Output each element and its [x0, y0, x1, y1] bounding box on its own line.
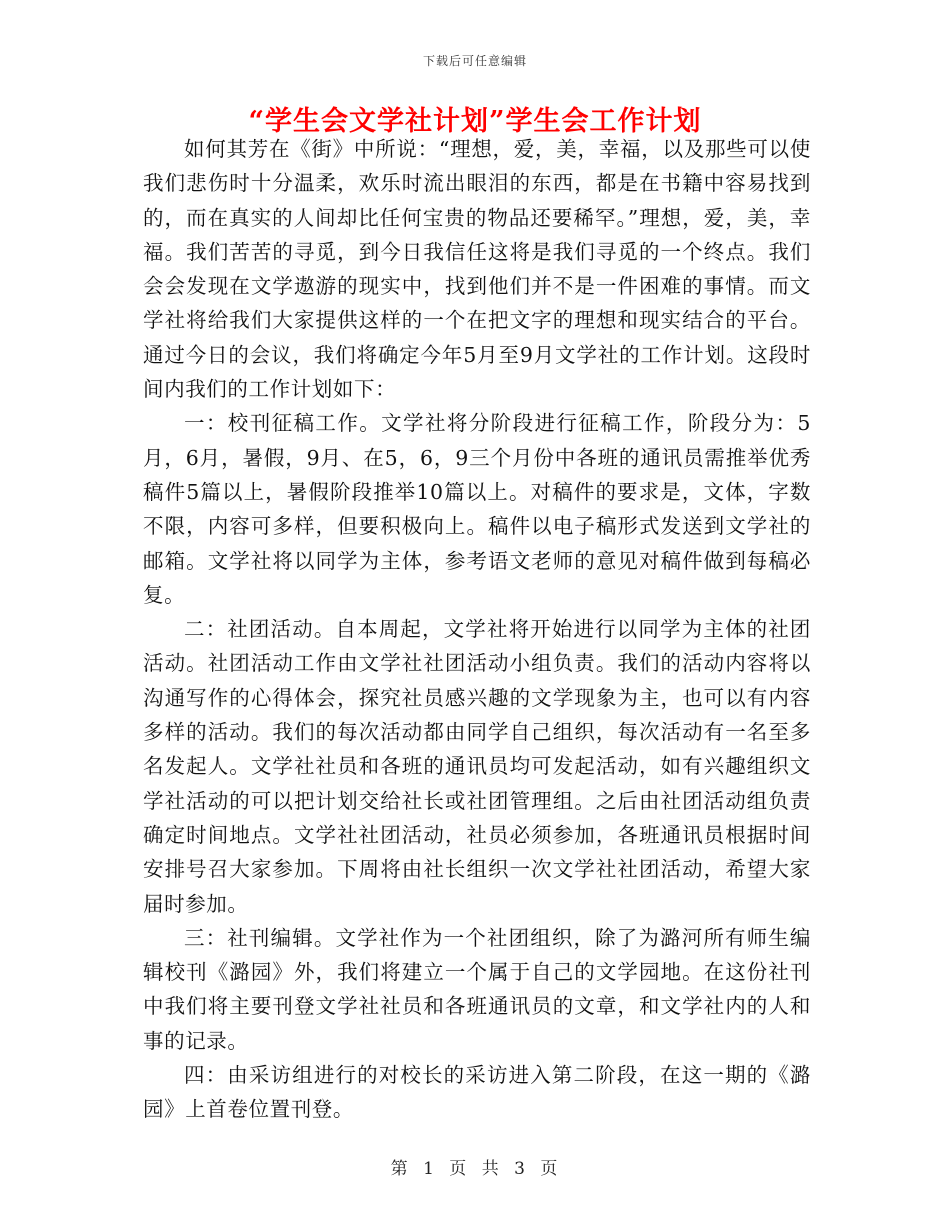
- document-body: [143, 132, 811, 1127]
- running-header: 下载后可任意编辑: [422, 54, 527, 68]
- paragraph-intro: 如何其芳在《街》中所说：“理想，爱，美，幸福，以及那些可以使我们悲伤时十分温柔，欢乐时流出眼泪的东西，都是在书籍中容易找到的，而在真实的人间却比任何宝贵的物品还要稀罕。”理想，爱，美，幸福。我们苦苦的寻觅，到今日我信任这将是我们寻觅的一个终点。我们会会发现在文学遨游的现实中，找到他们并不是一件困难的事情。而文学社将给我们大家提供这样的一个在把文字的理想和现实结合的平台。通过今日的会议，我们将确定今年5月至9月文学社的工作计划。这段时间内我们的工作计划如下：: [143, 137, 811, 402]
- paragraph-item-3: 三：社刊编辑。文学社作为一个社团组织，除了为潞河所有师生编辑校刊《潞园》外，我们将建立一个属于自己的文学园地。在这份社刊中我们将主要刊登文学社社员和各班通讯员的文章，和文学社内的人和事的记录。: [143, 925, 811, 1053]
- page-number-footer: 第 1 页 共 3 页: [390, 1159, 560, 1179]
- paragraph-item-1: 一：校刊征稿工作。文学社将分阶段进行征稿工作，阶段分为：5月，6月，暑假，9月、在5，6，9三个月份中各班的通讯员需推举优秀稿件5篇以上，暑假阶段推举10篇以上。对稿件的要求是，文体，字数不限，内容可多样，但要积极向上。稿件以电子稿形式发送到文学社的邮箱。文学社将以同学为主体，参考语文老师的意见对稿件做到每稿必复。: [143, 411, 811, 607]
- paragraph-item-2: 二：社团活动。自本周起，文学社将开始进行以同学为主体的社团活动。社团活动工作由文学社社团活动小组负责。我们的活动内容将以沟通写作的心得体会，探究社员感兴趣的文学现象为主，也可以有内容多样的活动。我们的每次活动都由同学自己组织，每次活动有一名至多名发起人。文学社社员和各班的通讯员均可发起活动，如有兴趣组织文学社活动的可以把计划交给社长或社团管理组。之后由社团活动组负责确定时间地点。文学社社团活动，社员必须参加，各班通讯员根据时间安排号召大家参加。下周将由社长组织一次文学社社团活动，希望大家届时参加。: [143, 617, 811, 916]
- paragraph-item-4: 四：由采访组进行的对校长的采访进入第二阶段，在这一期的《潞园》上首卷位置刊登。: [143, 1063, 811, 1122]
- document-title: “学生会文学社计划”学生会工作计划: [248, 106, 702, 137]
